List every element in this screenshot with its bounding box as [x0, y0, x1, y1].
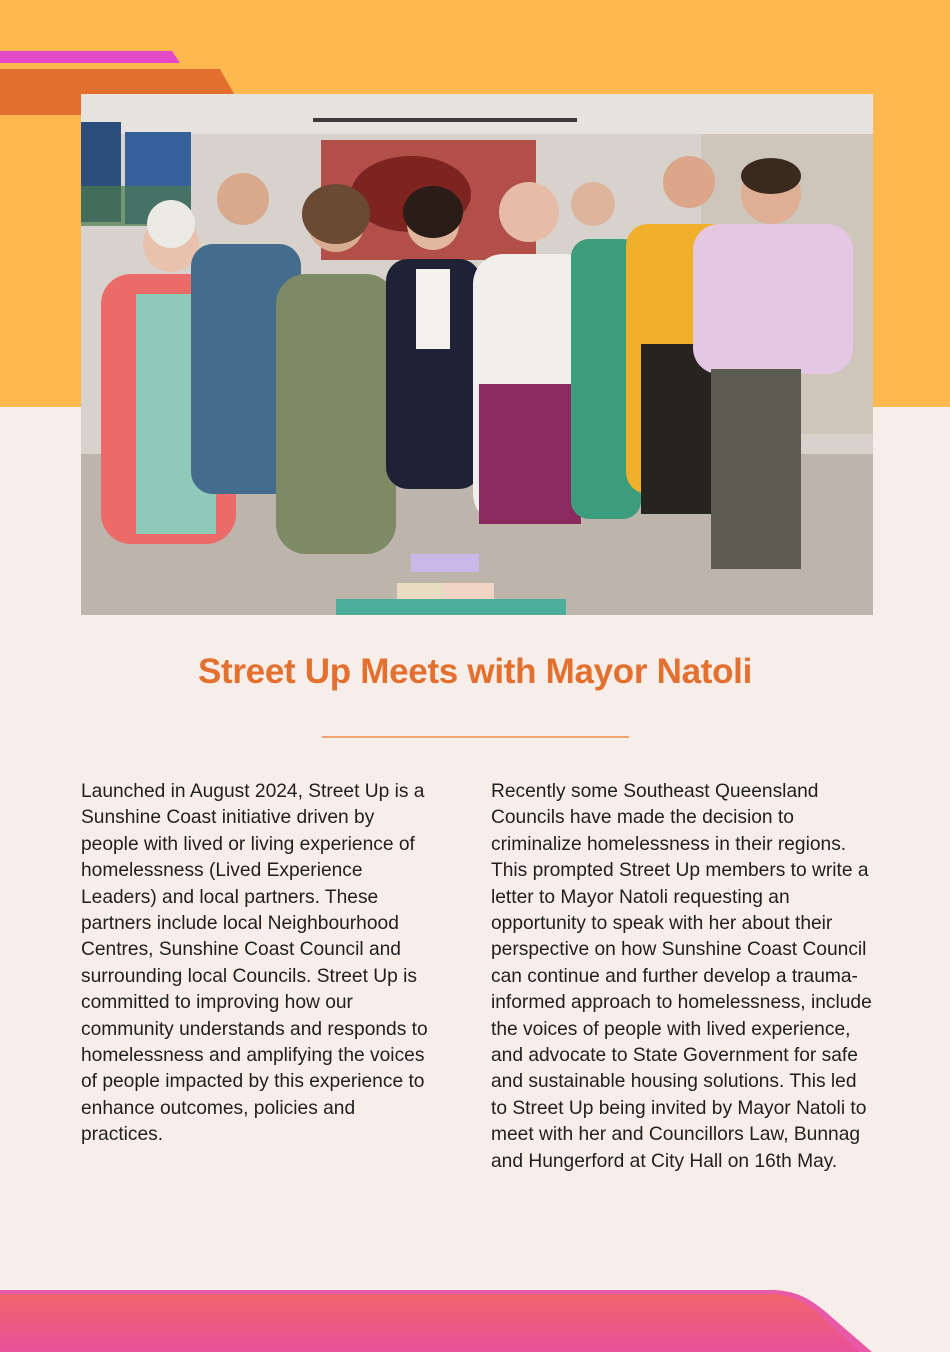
title-divider [322, 736, 629, 738]
pink-accent-stripe [0, 51, 180, 63]
body-column-left: Launched in August 2024, Street Up is a Sunshine Coast initiative driven by people with lived or living experience of homelessness (Lived Experience Leaders) and local partners. These partners include local Neighbourhood Centres, Sunshine Coast Council and surrounding local Councils. Street Up is committed to improving how our community understands and responds to homelessness and amplifying the voices of people impacted by this experience to enhance outcomes, policies and practices. [81, 781, 428, 1146]
body-column-right: Recently some Southeast Queensland Councils have made the decision to criminalize homelessness in their regions. This prompted Street Up members to write a letter to Mayor Natoli requesting an opportunity to speak with her about their perspective on how Sunshine Coast Council can continue and further develop a trauma-informed approach to homelessness, include the voices of people with lived experience, and advocate to State Government for safe and sustainable housing solutions. This led to Street Up being invited by Mayor Natoli to meet with her and Councillors Law, Bunnag and Hungerford at City Hall on 16th May. [491, 781, 872, 1172]
bottom-gradient-wave [0, 1284, 950, 1352]
article-title: Street Up Meets with Mayor Natoli [197, 652, 753, 691]
group-photo [81, 94, 873, 615]
